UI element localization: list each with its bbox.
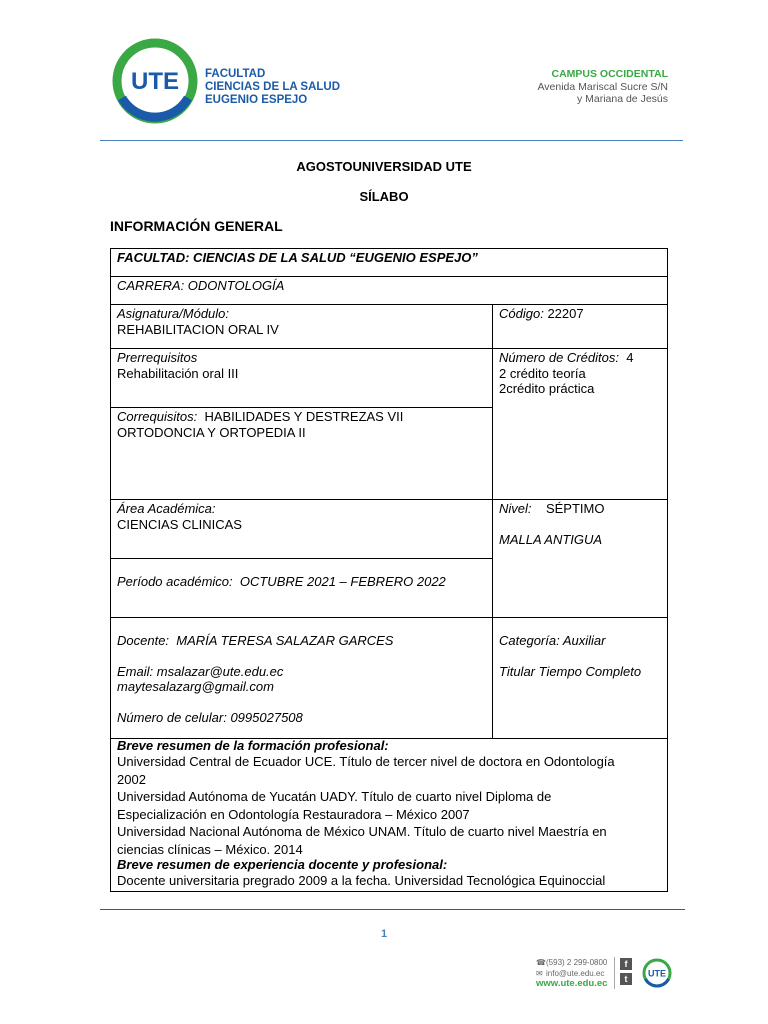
area-label: Área Académica: [117, 501, 216, 516]
experiencia-line: Docente universitaria pregrado 2009 a la fecha. Universidad Tecnológica Equinoccial [117, 873, 606, 888]
campus-line: y Mariana de Jesús [576, 93, 668, 105]
resumen-cell [117, 739, 665, 890]
prerrequisitos-label: Prerrequisitos [117, 350, 198, 365]
facultad-cell: FACULTAD: CIENCIAS DE LA SALUD “EUGENIO ESPEJO” [117, 250, 478, 265]
asignatura-cell [117, 306, 279, 337]
docente-value: MARÍA TERESA SALAZAR GARCES [176, 633, 394, 648]
email-value: maytesalazarg@gmail.com [117, 679, 274, 694]
codigo-value: 22207 [547, 306, 584, 321]
faculty-line: EUGENIO ESPEJO [205, 94, 308, 106]
page-number: 1 [380, 928, 388, 940]
malla: MALLA ANTIGUA [499, 531, 603, 547]
row-divider [111, 407, 492, 408]
correquisitos-value: HABILIDADES Y DESTREZAS VII [204, 409, 404, 424]
correquisitos-value: ORTODONCIA Y ORTOPEDIA II [117, 424, 306, 440]
periodo-label: Período académico: [117, 574, 233, 589]
area-cell [117, 501, 242, 532]
social-icons [620, 958, 634, 988]
celular-label: Número de celular: [117, 709, 227, 725]
footer-contact [536, 958, 607, 990]
titular: Titular Tiempo Completo [499, 663, 642, 679]
ute-small-logo [641, 957, 673, 989]
codigo-cell [499, 306, 584, 322]
carrera-cell: CARRERA: ODONTOLOGÍA [117, 278, 285, 293]
creditos-label: Número de Créditos: [499, 350, 619, 365]
creditos-value: 4 [626, 350, 634, 365]
faculty-line: FACULTAD [205, 68, 266, 80]
phone-icon: ☎ [536, 958, 546, 967]
campus-line: Avenida Mariscal Sucre S/N [537, 80, 668, 93]
row-divider [111, 348, 667, 349]
footer-separator [614, 957, 615, 989]
email-label: Email: [117, 663, 154, 679]
creditos-teoria: 2 crédito teoría [499, 365, 586, 381]
nivel-cell [499, 501, 604, 547]
nivel-label: Nivel: [499, 501, 532, 516]
categoria-label: Categoría: [499, 633, 560, 648]
prerrequisitos-cell [117, 350, 238, 381]
creditos-practica: 2crédito práctica [499, 381, 595, 396]
correquisitos-cell [117, 409, 403, 440]
faculty-line: CIENCIAS DE LA SALUD [205, 81, 341, 93]
formacion-line: ciencias clínicas – México. 2014 [117, 841, 303, 857]
formacion-title: Breve resumen de la formación profesional: [117, 738, 389, 753]
row-divider [111, 304, 667, 305]
row-divider [111, 276, 667, 277]
docente-label: Docente: [117, 633, 170, 648]
footer-email[interactable]: info@ute.edu.ec [546, 968, 605, 978]
formacion-line: Universidad Central de Ecuador UCE. Título de tercer nivel de doctora en Odontología [117, 754, 615, 769]
general-info-table [110, 248, 668, 892]
row-divider [111, 617, 667, 618]
header-divider [100, 140, 683, 141]
document-title: AGOSTOUNIVERSIDAD UTE [296, 159, 472, 174]
docente-cell [117, 633, 393, 725]
ute-logo [112, 38, 198, 124]
categoria-cell [499, 633, 641, 679]
footer-website[interactable]: www.ute.edu.ec [536, 978, 608, 989]
correquisitos-label: Correquisitos: [117, 409, 198, 424]
nivel-value: SÉPTIMO [545, 501, 605, 516]
column-divider [492, 304, 493, 738]
codigo-label: Código: [499, 306, 544, 321]
creditos-cell [499, 350, 633, 397]
area-value: CIENCIAS CLINICAS [117, 516, 242, 532]
formacion-line: 2002 [117, 771, 146, 787]
formacion-line: Universidad Nacional Autónoma de México UNAM. Título de cuarto nivel Maestría en [117, 824, 607, 839]
asignatura-label: Asignatura/Módulo: [117, 306, 230, 321]
row-divider [111, 558, 492, 559]
periodo-cell [117, 574, 446, 590]
footer-phone: (593) 2 299-0800 [546, 958, 608, 967]
small-logo-text: UTE [648, 968, 666, 979]
footer-divider [100, 909, 685, 910]
row-divider [111, 499, 667, 500]
periodo-value: OCTUBRE 2021 – FEBRERO 2022 [239, 574, 446, 589]
formacion-line: Especialización en Odontología Restauradora – México 2007 [117, 806, 470, 822]
mail-icon: ✉ [536, 968, 543, 978]
facebook-icon[interactable]: f [620, 958, 632, 970]
section-heading: INFORMACIÓN GENERAL [110, 218, 283, 234]
experiencia-title: Breve resumen de experiencia docente y profesional: [117, 857, 448, 872]
twitter-icon[interactable]: t [620, 973, 632, 985]
celular-value: 0995027508 [230, 709, 303, 725]
asignatura-value: REHABILITACION ORAL IV [117, 321, 279, 337]
document-subtitle: SÍLABO [359, 189, 409, 204]
campus-title: CAMPUS OCCIDENTAL [551, 68, 668, 80]
prerrequisitos-value: Rehabilitación oral III [117, 365, 239, 381]
campus-address [537, 68, 668, 106]
logo-text: UTE [131, 68, 179, 95]
categoria-value: Auxiliar [562, 633, 606, 648]
faculty-name [205, 68, 340, 107]
formacion-line: Universidad Autónoma de Yucatán UADY. Título de cuarto nivel Diploma de [117, 789, 552, 804]
email-value: msalazar@ute.edu.ec [156, 663, 284, 679]
